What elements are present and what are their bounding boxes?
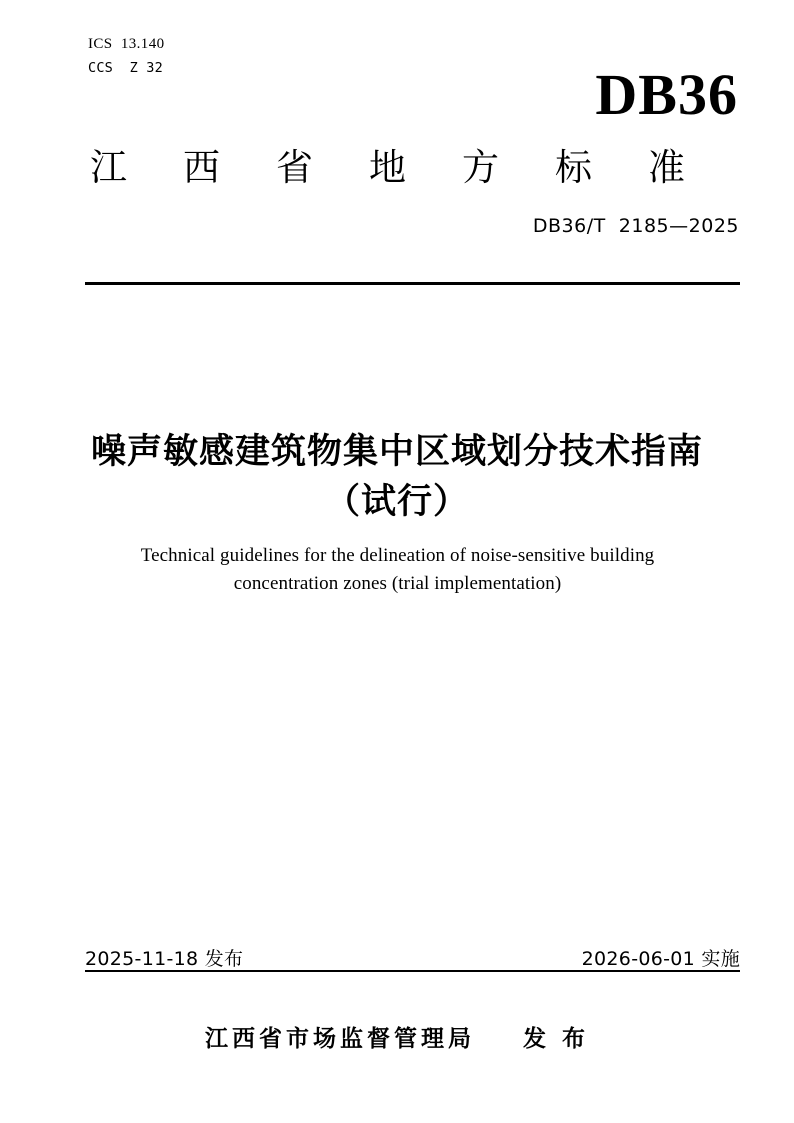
issue-date: 2025-11-18 发布 (85, 948, 244, 970)
standard-number: DB36/T 2185—2025 (532, 215, 739, 237)
footer-divider-rule (85, 970, 740, 972)
date-row (85, 944, 740, 971)
ics-code: ICS 13.140 (88, 36, 165, 52)
document-title-english-line1: Technical guidelines for the delineation of noise-sensitive building concentration (140, 545, 655, 594)
ccs-code: CCS Z 32 (88, 59, 163, 76)
effective-date: 2026-06-01 实施 (581, 948, 740, 970)
header-divider-rule (85, 282, 740, 285)
standard-mark-db36: DB36 (595, 62, 738, 127)
classification-codes (88, 34, 165, 78)
document-title-chinese-sub: （试行） (324, 481, 469, 522)
publisher-name: 江西省市场监督管理局 发 布 (204, 1026, 590, 1052)
document-title-chinese (47, 428, 747, 527)
standard-banner-title: 江西省地方标准 (90, 146, 741, 189)
document-title-english (90, 542, 705, 597)
document-title-chinese-main: 噪声敏感建筑物集中区域划分技术指南 (90, 432, 703, 472)
document-title-english-line2: zones (trial implementation) (343, 572, 562, 594)
